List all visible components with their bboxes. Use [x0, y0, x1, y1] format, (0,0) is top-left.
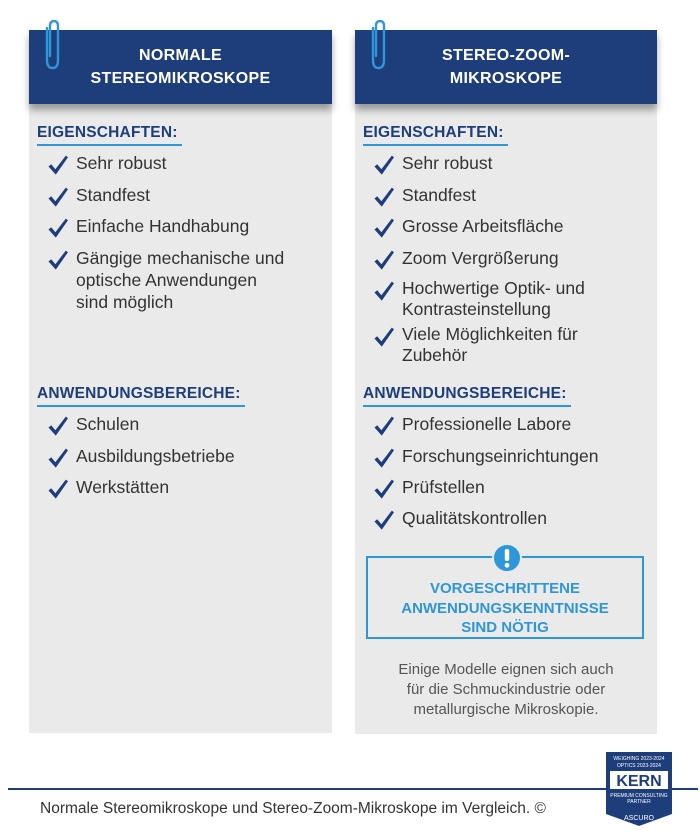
eigenschaften-list: [47, 152, 322, 313]
checkmark-icon: [373, 447, 395, 469]
exclamation-icon: [492, 543, 522, 573]
checkmark-icon: [373, 249, 395, 271]
checkmark-icon: [47, 415, 69, 437]
item-text: Sehr robust: [76, 153, 167, 173]
item-text: Zoom Vergrößerung: [402, 247, 559, 268]
alert-text: VORGESCHRITTENE: [429, 580, 580, 597]
item-text: Kontrasteinstellung: [402, 299, 551, 319]
list-item: [373, 215, 647, 237]
item-text: Ausbildungsbetriebe: [76, 445, 235, 466]
item-text: Hochwertige Optik- und: [402, 278, 585, 298]
checkmark-icon: [47, 186, 69, 208]
header-line: MIKROSKOPE: [449, 70, 563, 87]
list-item: [373, 507, 647, 529]
checkmark-icon: [373, 326, 395, 348]
list-item: [373, 184, 647, 206]
item-text: Professionelle Labore: [402, 414, 572, 434]
card-header: [29, 30, 332, 104]
list-item: [47, 215, 322, 237]
item-text: Standfest: [76, 184, 150, 205]
item-text: Qualitätskontrollen: [402, 507, 547, 528]
list-item: [373, 445, 647, 467]
anwendungsbereiche-list: [47, 413, 322, 498]
list-item: [373, 152, 647, 174]
header-line: STEREO-ZOOM-: [441, 47, 571, 64]
item-text: Grosse Arbeitsfläche: [402, 216, 564, 236]
checkmark-icon: [47, 249, 69, 271]
list-item: [47, 184, 322, 206]
anwendungsbereiche-list: [373, 413, 647, 529]
checkmark-icon: [47, 154, 69, 176]
badge-line2: OPTICS 2023-2024: [617, 763, 661, 769]
section-title-anwendungsbereiche: ANWENDUNGSBEREICHE:: [37, 385, 245, 407]
checkmark-icon: [47, 478, 69, 500]
item-text: Sehr robust: [402, 153, 493, 173]
item-text: sind möglich: [76, 291, 174, 312]
item-text: Gängige mechanische und: [76, 247, 285, 268]
list-item: [373, 476, 647, 498]
card-stereo-zoom-mikroskope: [355, 30, 657, 734]
badge-sub2: PARTNER: [627, 799, 651, 805]
badge-footer: ASCURO: [624, 815, 654, 822]
badge-brand: KERN: [616, 773, 662, 790]
checkmark-icon: [373, 280, 395, 302]
checkmark-icon: [373, 478, 395, 500]
section-title-eigenschaften: EIGENSCHAFTEN:: [37, 124, 182, 146]
note-line: Einige Modelle eignen sich auch: [398, 661, 614, 678]
paperclip-icon: [369, 20, 387, 72]
paperclip-icon: [43, 20, 61, 72]
alert-text: SIND NÖTIG: [461, 619, 549, 636]
section-title-anwendungsbereiche: ANWENDUNGSBEREICHE:: [363, 385, 571, 407]
header-line: NORMALE: [139, 47, 222, 64]
list-item: [373, 278, 647, 320]
eigenschaften-list: [373, 152, 647, 366]
kern-partner-badge: [604, 750, 674, 827]
list-item: [47, 247, 322, 313]
checkmark-icon: [373, 154, 395, 176]
list-item: [373, 324, 647, 366]
item-text: Werkstätten: [76, 477, 170, 497]
checkmark-icon: [373, 509, 395, 531]
item-text: Standfest: [402, 184, 476, 205]
item-text: Forschungseinrichtungen: [402, 445, 599, 466]
note-line: metallurgische Mikroskopie.: [413, 701, 599, 718]
section-title-eigenschaften: EIGENSCHAFTEN:: [363, 124, 508, 146]
header-line: STEREOMIKROSKOPE: [90, 70, 271, 87]
list-item: [47, 152, 322, 174]
list-item: [47, 413, 322, 435]
item-text: Viele Möglichkeiten für: [402, 324, 578, 344]
item-text: Schulen: [76, 414, 140, 434]
item-text: Einfache Handhabung: [76, 216, 250, 236]
card-normale-stereomikroskope: [29, 30, 332, 733]
checkmark-icon: [47, 217, 69, 239]
item-text: Zubehör: [402, 345, 468, 365]
item-text: Prüfstellen: [402, 477, 485, 497]
list-item: [373, 247, 647, 269]
list-item: [373, 413, 647, 435]
note-text: [367, 660, 645, 720]
item-text: optische Anwendungen: [76, 269, 257, 290]
alert-text: ANWENDUNGSKENNTNISSE: [401, 599, 609, 617]
list-item: [47, 476, 322, 498]
card-header: [355, 30, 657, 104]
footer-divider: [8, 788, 698, 790]
checkmark-icon: [47, 447, 69, 469]
note-line: für die Schmuckindustrie oder: [406, 681, 606, 698]
checkmark-icon: [373, 186, 395, 208]
badge-line1: WEIGHING 2023-2024: [613, 756, 665, 762]
checkmark-icon: [373, 415, 395, 437]
list-item: [47, 445, 322, 467]
checkmark-icon: [373, 217, 395, 239]
image-caption: Normale Stereomikroskope und Stereo-Zoom-Mikroskope im Vergleich. ©: [40, 800, 546, 817]
badge-sub1: PREMIUM CONSULTING: [610, 793, 668, 799]
